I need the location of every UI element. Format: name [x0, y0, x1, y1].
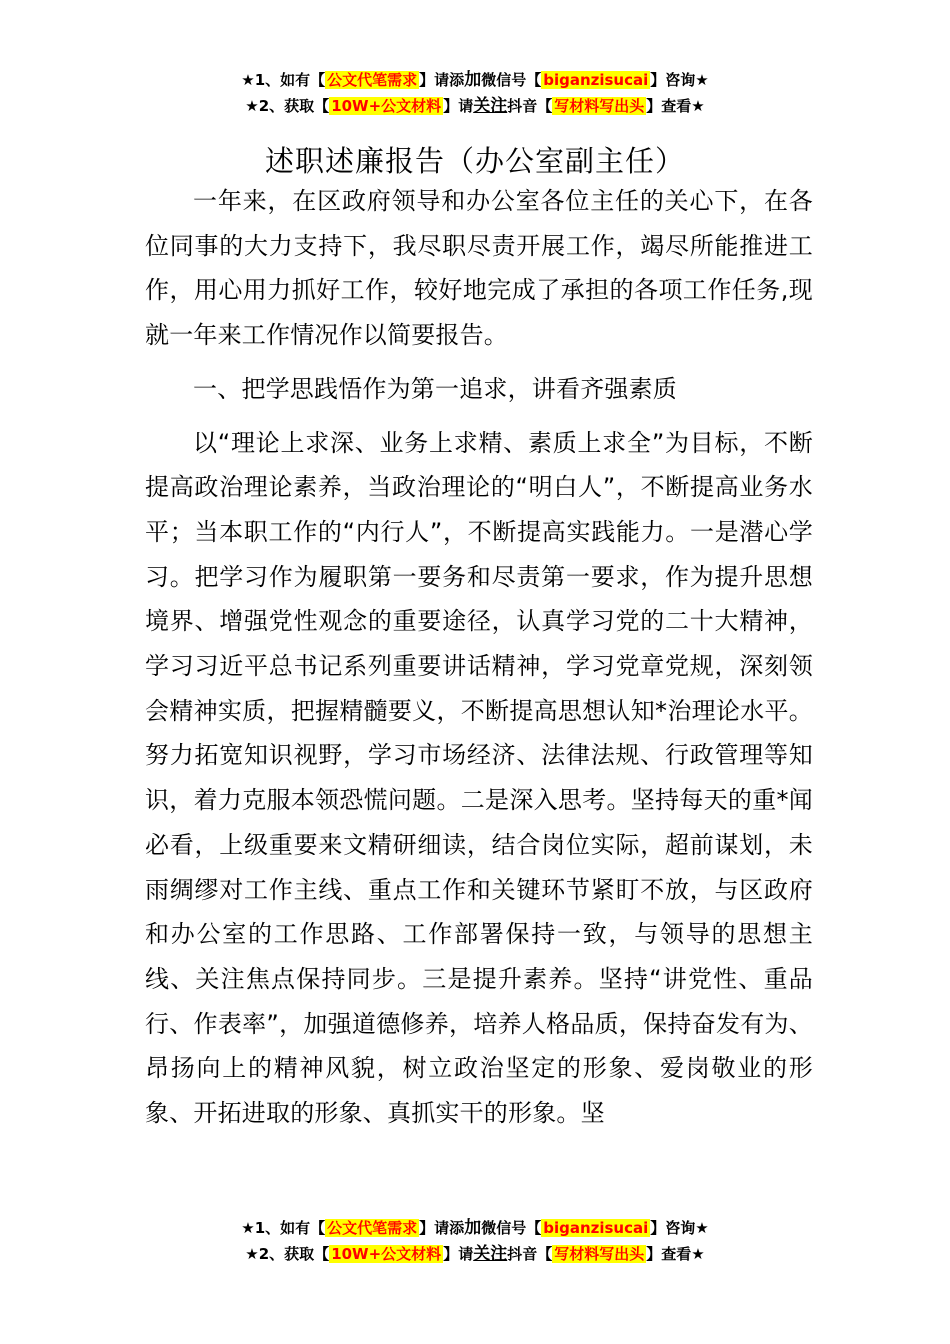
highlight-ghostwriting: 公文代笔需求	[327, 71, 418, 89]
highlight-ghostwriting: 公文代笔需求	[327, 1219, 418, 1237]
banner-text: 抖音【	[507, 97, 553, 115]
banner-text: 】请	[443, 97, 474, 115]
banner-text: 微信号【	[481, 1219, 542, 1237]
header-banner	[0, 68, 950, 120]
paragraph-intro: 一年来，在区政府领导和办公室各位主任的关心下，在各位同事的大力支持下，我尽职尽责开展工作，竭尽所能推进工作，用心用力抓好工作，较好地完成了承担的各项工作任务,现就一年来工作情况作以简要报告。	[145, 187, 813, 350]
banner-text: 抖音【	[507, 1245, 553, 1263]
banner-text: ★1、如有【	[241, 71, 326, 89]
highlight-wechat-id: biganzisucai	[543, 1219, 649, 1237]
banner-text: 】请	[443, 1245, 474, 1263]
banner-text: 关注	[473, 96, 508, 116]
banner-line-1	[0, 68, 950, 94]
banner-text: 关注	[473, 1244, 508, 1264]
banner-text: ★1、如有【	[241, 1219, 326, 1237]
banner-text: ★2、获取【	[245, 1245, 330, 1263]
highlight-douyin-name: 写材料写出头	[554, 1245, 645, 1263]
banner-text: ★2、获取【	[245, 97, 330, 115]
banner-text: 】查看★	[646, 97, 705, 115]
footer-banner	[0, 1216, 950, 1268]
document-body	[145, 179, 813, 1136]
banner-text: 】咨询★	[650, 1219, 709, 1237]
banner-text: 加	[464, 70, 482, 90]
banner-text: 】咨询★	[650, 71, 709, 89]
banner-text: 】请添	[419, 1219, 465, 1237]
banner-text: 加	[464, 1218, 482, 1238]
banner-line-2	[0, 1242, 950, 1268]
document-title: 述职述廉报告（办公室副主任）	[264, 144, 685, 179]
banner-line-2	[0, 94, 950, 120]
banner-text: 】查看★	[646, 1245, 705, 1263]
highlight-wechat-id: biganzisucai	[543, 71, 649, 89]
highlight-materials: 10W+公文材料	[331, 97, 442, 115]
highlight-materials: 10W+公文材料	[331, 1245, 442, 1263]
section-heading: 一、把学思践悟作为第一追求，讲看齐强素质	[193, 374, 677, 403]
highlight-douyin-name: 写材料写出头	[554, 97, 645, 115]
banner-line-1	[0, 1216, 950, 1242]
banner-text: 】请添	[419, 71, 465, 89]
banner-text: 微信号【	[481, 71, 542, 89]
paragraph-section-1: 以“理论上求深、业务上求精、素质上求全”为目标，不断提高政治理论素养，当政治理论的“明白人”，不断提高业务水平；当本职工作的“内行人”，不断提高实践能力。一是潜心学习。把学习作为履职第一要务和尽责第一要求，作为提升思想境界、增强党性观念的重要途径，认真学习党的二十大精神，学习习近平总书记系列重要讲话精神，学习党章党规，深刻领会精神实质，把握精髓要义，不断提高思想认知*治理论水平。努力拓宽知识视野，学习市场经济、法律法规、行政管理等知识，着力克服本领恐慌问题。二是深入思考。坚持每天的重*闻必看，上级重要来文精研细读，结合岗位实际，超前谋划，未雨绸缪对工作主线、重点工作和关键环节紧盯不放，与区政府和办公室的工作思路、工作部署保持一致，与领导的思想主线、关注焦点保持同步。三是提升素养。坚持“讲党性、重品行、作表率”，加强道德修养，培养人格品质，保持奋发有为、昂扬向上的精神风貌，树立政治坚定的形象、爱岗敬业的形象、开拓进取的形象、真抓实干的形象。坚	[145, 428, 813, 1128]
